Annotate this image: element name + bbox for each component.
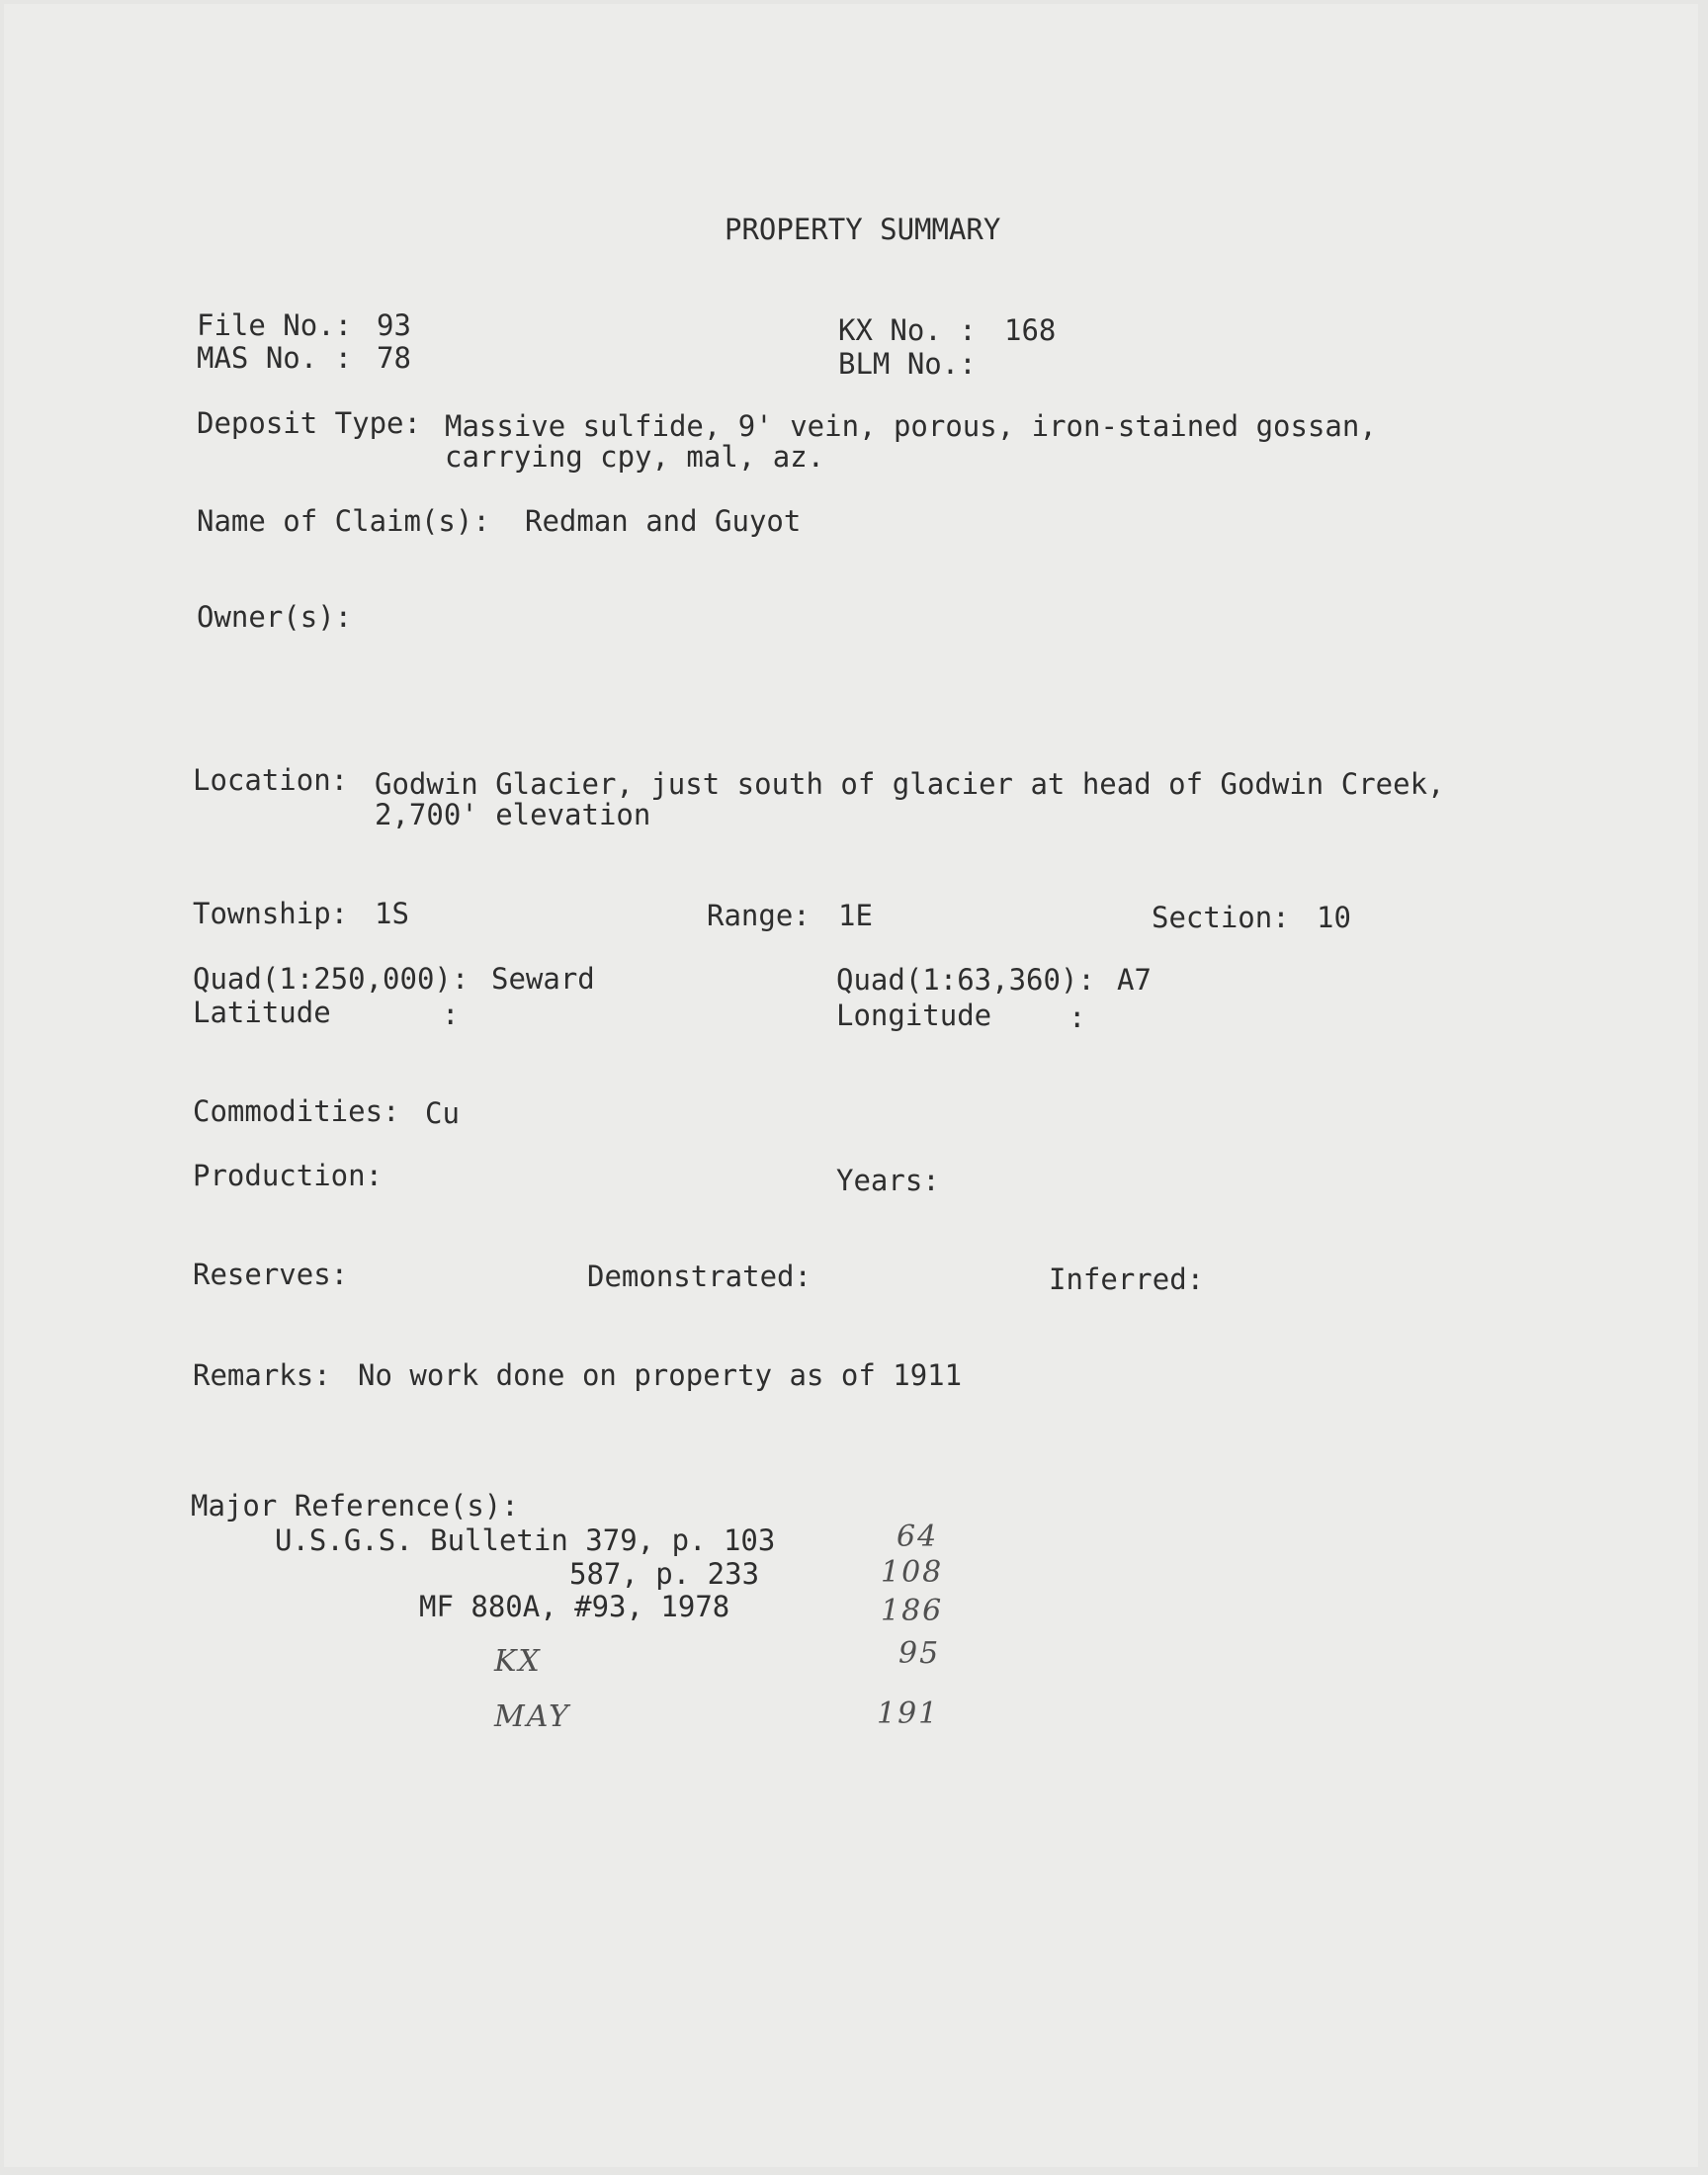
reference-item: 587, p. 233 [569, 1557, 760, 1591]
latitude-label: Latitude [193, 996, 331, 1029]
handwritten-page-number: 191 [877, 1696, 940, 1731]
location-label: Location: [193, 763, 349, 797]
remarks-value: No work done on property as of 1911 [358, 1358, 963, 1392]
blm-no-label: BLM No.: [838, 347, 977, 381]
township-label: Township: [193, 897, 349, 930]
kx-no-value: 168 [1004, 313, 1057, 347]
reference-item: U.S.G.S. Bulletin 379, p. 103 [275, 1523, 776, 1557]
range-label: Range: [707, 899, 811, 932]
reference-item: MF 880A, #93, 1978 [419, 1590, 730, 1623]
inferred-label: Inferred: [1049, 1262, 1205, 1296]
claims-label: Name of Claim(s): [197, 504, 490, 538]
file-no-label: File No.: [197, 308, 353, 342]
location-line1: Godwin Glacier, just south of glacier at head of Godwin Creek, [375, 767, 1445, 801]
quad-63-label: Quad(1:63,360): [836, 963, 1095, 997]
latitude-sep: : [442, 998, 460, 1031]
reserves-label: Reserves: [193, 1258, 349, 1291]
township-value: 1S [375, 897, 409, 930]
document-page [4, 4, 1698, 2167]
page-title: PROPERTY SUMMARY [725, 213, 1001, 246]
demonstrated-label: Demonstrated: [587, 1260, 811, 1293]
location-line2: 2,700' elevation [375, 798, 651, 831]
section-value: 10 [1317, 901, 1351, 934]
handwritten-page-number: 95 [898, 1636, 941, 1671]
owners-label: Owner(s): [197, 600, 353, 634]
commodities-label: Commodities: [193, 1094, 400, 1128]
remarks-label: Remarks: [193, 1358, 331, 1392]
mas-no-value: 78 [377, 341, 411, 375]
quad-250-label: Quad(1:250,000): [193, 962, 470, 996]
years-label: Years: [836, 1164, 940, 1197]
deposit-type-line2: carrying cpy, mal, az. [445, 440, 825, 474]
quad-63-value: A7 [1117, 963, 1152, 997]
handwritten-page-number: 108 [881, 1555, 944, 1590]
handwritten-label: KX [494, 1644, 542, 1679]
longitude-sep: : [1068, 1000, 1086, 1034]
longitude-label: Longitude [836, 999, 992, 1032]
references-label: Major Reference(s): [191, 1489, 519, 1522]
range-value: 1E [838, 899, 873, 932]
kx-no-label: KX No. : [838, 313, 977, 347]
deposit-type-label: Deposit Type: [197, 406, 421, 440]
handwritten-label: MAY [494, 1699, 570, 1734]
handwritten-page-number: 64 [897, 1520, 939, 1554]
handwritten-page-number: 186 [881, 1594, 944, 1628]
quad-250-value: Seward [491, 962, 595, 996]
file-no-value: 93 [377, 308, 411, 342]
production-label: Production: [193, 1159, 384, 1192]
section-label: Section: [1152, 901, 1290, 934]
claims-value: Redman and Guyot [525, 504, 802, 538]
commodities-value: Cu [425, 1096, 460, 1130]
deposit-type-line1: Massive sulfide, 9' vein, porous, iron-stained gossan, [445, 409, 1377, 443]
mas-no-label: MAS No. : [197, 341, 353, 375]
